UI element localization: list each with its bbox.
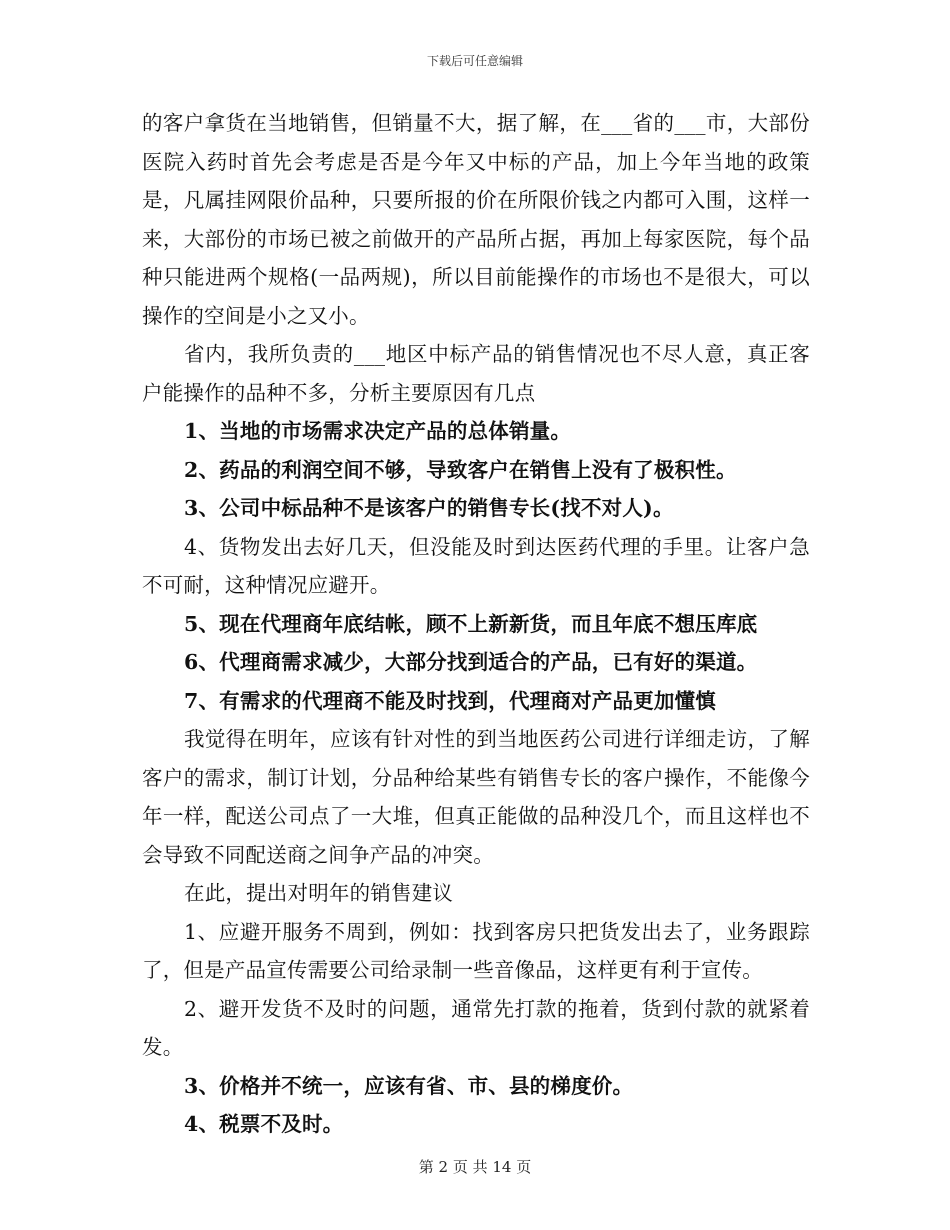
document-body	[142, 104, 810, 1144]
reason-item-3: 3、公司中标品种不是该客户的销售专长(找不对人)。	[184, 496, 674, 520]
paragraph-suggestions-intro: 在此，提出对明年的销售建议	[184, 881, 454, 905]
paragraph-market-analysis: 的客户拿货在当地销售，但销量不大，据了解，在___省的___市，大部份医院入药时首先会考虑是否是今年又中标的产品，加上今年当地的政策是，凡属挂网限价品种，只要所报的价在所限价钱之内都可入围，这样一来，大部份的市场已被之前做开的产品所占据，再加上每家医院，每个品种只能进两个规格(一品两规)，所以目前能操作的市场也不是很大，可以操作的空间是小之又小。	[142, 111, 810, 328]
suggestion-item-2: 2、避开发货不及时的问题，通常先打款的拖着，货到付款的就紧着发。	[142, 996, 810, 1059]
reason-item-7: 7、有需求的代理商不能及时找到，代理商对产品更加懂慎	[184, 688, 716, 713]
reason-item-5: 5、现在代理商年底结帐，顾不上新新货，而且年底不想压库底	[184, 611, 758, 636]
suggestion-item-4: 4、税票不及时。	[184, 1112, 344, 1136]
paragraph-province-sales: 省内，我所负责的___地区中标产品的销售情况也不尽人意，真正客户能操作的品种不多，分析主要原因有几点	[142, 342, 810, 405]
suggestion-item-3: 3、价格并不统一，应该有省、市、县的梯度价。	[184, 1073, 634, 1098]
reason-item-6: 6、代理商需求减少，大部分找到适合的产品，已有好的渠道。	[184, 650, 758, 674]
reason-item-1: 1、当地的市场需求决定产品的总体销量。	[184, 419, 572, 443]
reason-item-4: 4、货物发出去好几天，但没能及时到达医药代理的手里。让客户急不可耐，这种情况应避开。	[142, 534, 810, 597]
page-header: 下载后可任意编辑	[426, 54, 523, 68]
page-number-footer: 第 2 页 共 14 页	[418, 1158, 532, 1176]
suggestion-item-1: 1、应避开服务不周到，例如：找到客房只把货发出去了，业务跟踪了，但是产品宣传需要公司给录制一些音像品，这样更有利于宣传。	[142, 919, 810, 982]
reason-item-2: 2、药品的利润空间不够，导致客户在销售上没有了极积性。	[184, 457, 737, 482]
paragraph-next-year-plan: 我觉得在明年，应该有针对性的到当地医药公司进行详细走访，了解客户的需求，制订计划，分品种给某些有销售专长的客户操作，不能像今年一样，配送公司点了一大堆，但真正能做的品种没几个，而且这样也不会导致不同配送商之间争产品的冲突。	[142, 727, 810, 867]
